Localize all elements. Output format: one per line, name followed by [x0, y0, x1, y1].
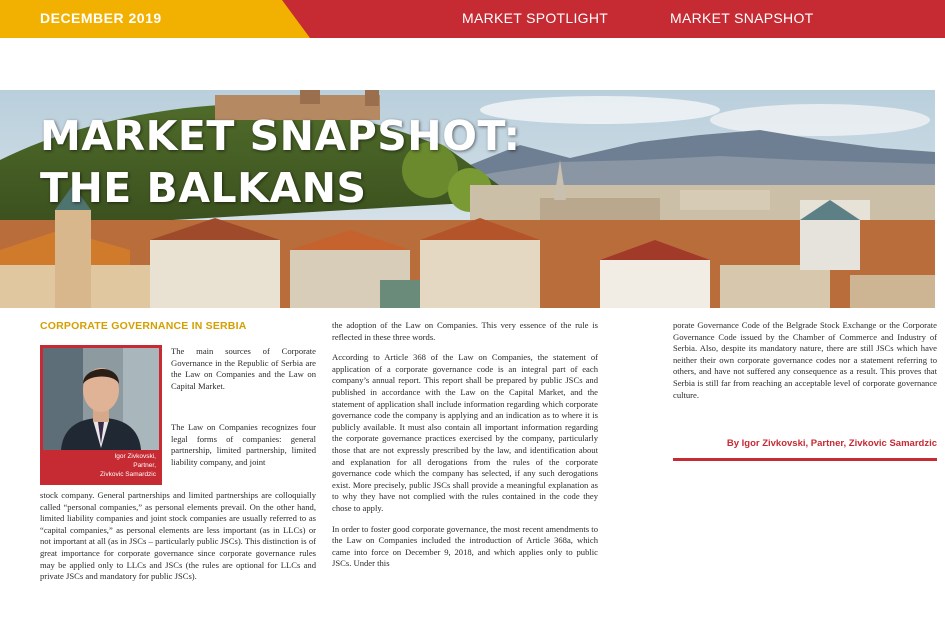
author-byline: By Igor Zivkovski, Partner, Zivkovic Samardzic — [726, 438, 937, 449]
author-photo-frame — [40, 345, 162, 485]
col2-paragraph-2: According to Article 368 of the Law on Companies, the statement of application of a corporate governance code is an integral part of each company’s annual report. This report shall be prepared by public JSCs and published in accordance with the Law on the Capital Market, and the statement of application shall include information regarding which corporate governance code the company is applying and an indication as to where it is publicly available. It must also contain all important information regarding the corporate governance practices exercised by the company, particularly those that are not expressly prescribed by the law, and identification about and explanation for all derogations from the rules of the corporate governance code which the company has selected, if any such derogations exist. More precisely, public JSCs shall provide a meaningful explanation as to why they have not complied with the rules contained in the code they chose to apply. — [332, 352, 598, 513]
col1-paragraph-2-continued: stock company. General partnerships and limited partnerships are colloquially called “personal companies,” as personal elements prevail. On the other hand, limited liability companies and joint stock companies are usually referred to as “capital companies,” as personal elements are less important (as in LLCs) or not important at all (as in JSCs – particularly public JSCs). This distinction is of great importance for corporate governance since corporate governance rules may be applied only to LLCs and JSCs (the rules are optional for LLCs and private JSCs and mandatory for public JSCs). — [40, 490, 316, 582]
hero-image — [0, 90, 935, 308]
hero-title-line-2: THE BALKANS — [40, 164, 367, 212]
top-banner — [0, 0, 945, 38]
nav-market-spotlight[interactable]: MARKET SPOTLIGHT — [462, 10, 609, 26]
section-title: CORPORATE GOVERNANCE IN SERBIA — [40, 320, 247, 332]
hero-title-line-1: MARKET SNAPSHOT: — [40, 112, 521, 160]
column-2 — [332, 320, 598, 579]
col1-paragraph-1: The main sources of Corporate Governance in the Republic of Serbia are the Law on Companies and the Law on Capital Market. — [171, 346, 316, 391]
caption-title: Partner, — [133, 462, 156, 469]
col2-paragraph-3: In order to foster good corporate governance, the most recent amendments to the Law on Companies included the introduction of Article 368a, which came into force on December 9, 2018, and which applies only to public JSCs. Under this — [332, 523, 598, 569]
col1-paragraph-2-start: The Law on Companies recognizes four legal forms of companies: general partnership, limited partnership, limited liability company, and joint — [171, 422, 316, 467]
author-photo — [43, 348, 159, 450]
nav-market-snapshot[interactable]: MARKET SNAPSHOT — [670, 10, 814, 26]
caption-name: Igor Zivkovski, — [114, 453, 156, 460]
caption-firm: Zivkovic Samardzic — [100, 471, 156, 478]
col2-paragraph-1: the adoption of the Law on Companies. This very essence of the rule is reflected in these three words. — [332, 320, 598, 342]
byline-rule — [673, 458, 937, 461]
author-portrait-illustration — [43, 348, 159, 450]
photo-caption — [46, 452, 156, 479]
col3-paragraph-1: porate Governance Code of the Belgrade Stock Exchange or the Corporate Governance Code issued by the Chamber of Commerce and Industry of Serbia. Also, despite its mandatory nature, there are still JSCs which have neither their own corporate governance codes nor a statement referring to others, and have not suffered any consequence as a result. This proves that Serbia is still far from reaching an acceptable level of corporate governance culture. — [673, 320, 937, 400]
issue-date: DECEMBER 2019 — [40, 10, 162, 26]
